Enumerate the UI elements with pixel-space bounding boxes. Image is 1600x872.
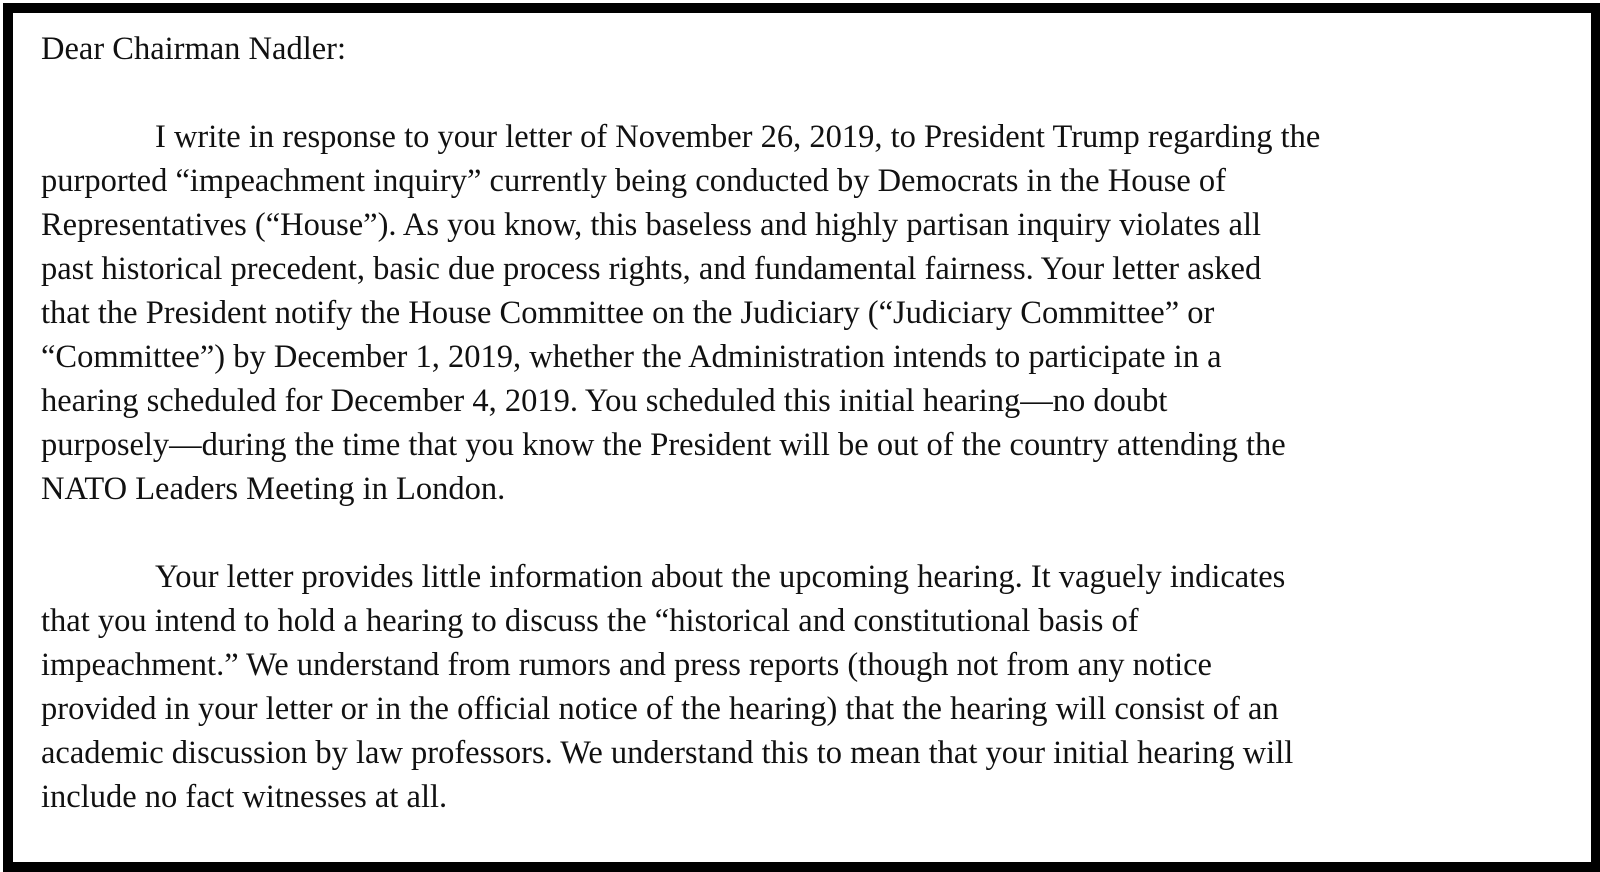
text-line: purported “impeachment inquiry” currently being conducted by Democrats in the House of bbox=[41, 163, 1226, 199]
paragraph-2 bbox=[41, 555, 1531, 819]
document-frame bbox=[3, 3, 1600, 872]
text-line: that you intend to hold a hearing to discuss the “historical and constitutional basis of bbox=[41, 603, 1139, 639]
text-line: hearing scheduled for December 4, 2019. You scheduled this initial hearing—no doubt bbox=[41, 383, 1168, 419]
text-line: impeachment.” We understand from rumors and press reports (though not from any notice bbox=[41, 647, 1212, 683]
salutation: Dear Chairman Nadler: bbox=[41, 31, 347, 67]
text-line: NATO Leaders Meeting in London. bbox=[41, 471, 506, 507]
text-line: purposely—during the time that you know the President will be out of the country attending the bbox=[41, 427, 1286, 463]
text-line: I write in response to your letter of November 26, 2019, to President Trump regarding the bbox=[155, 119, 1321, 155]
text-line: that the President notify the House Committee on the Judiciary (“Judiciary Committee” or bbox=[41, 295, 1215, 331]
paragraph-1 bbox=[41, 115, 1531, 511]
text-line: Representatives (“House”). As you know, this baseless and highly partisan inquiry violates all bbox=[41, 207, 1262, 243]
text-line: past historical precedent, basic due process rights, and fundamental fairness. Your letter asked bbox=[41, 251, 1262, 287]
text-line: academic discussion by law professors. We understand this to mean that your initial hearing will bbox=[41, 735, 1294, 771]
text-line: Your letter provides little information about the upcoming hearing. It vaguely indicates bbox=[155, 559, 1286, 595]
text-line: “Committee”) by December 1, 2019, whether the Administration intends to participate in a bbox=[41, 339, 1222, 375]
text-line: include no fact witnesses at all. bbox=[41, 779, 448, 815]
text-line: provided in your letter or in the official notice of the hearing) that the hearing will consist of an bbox=[41, 691, 1279, 727]
letter-body bbox=[41, 27, 1531, 863]
